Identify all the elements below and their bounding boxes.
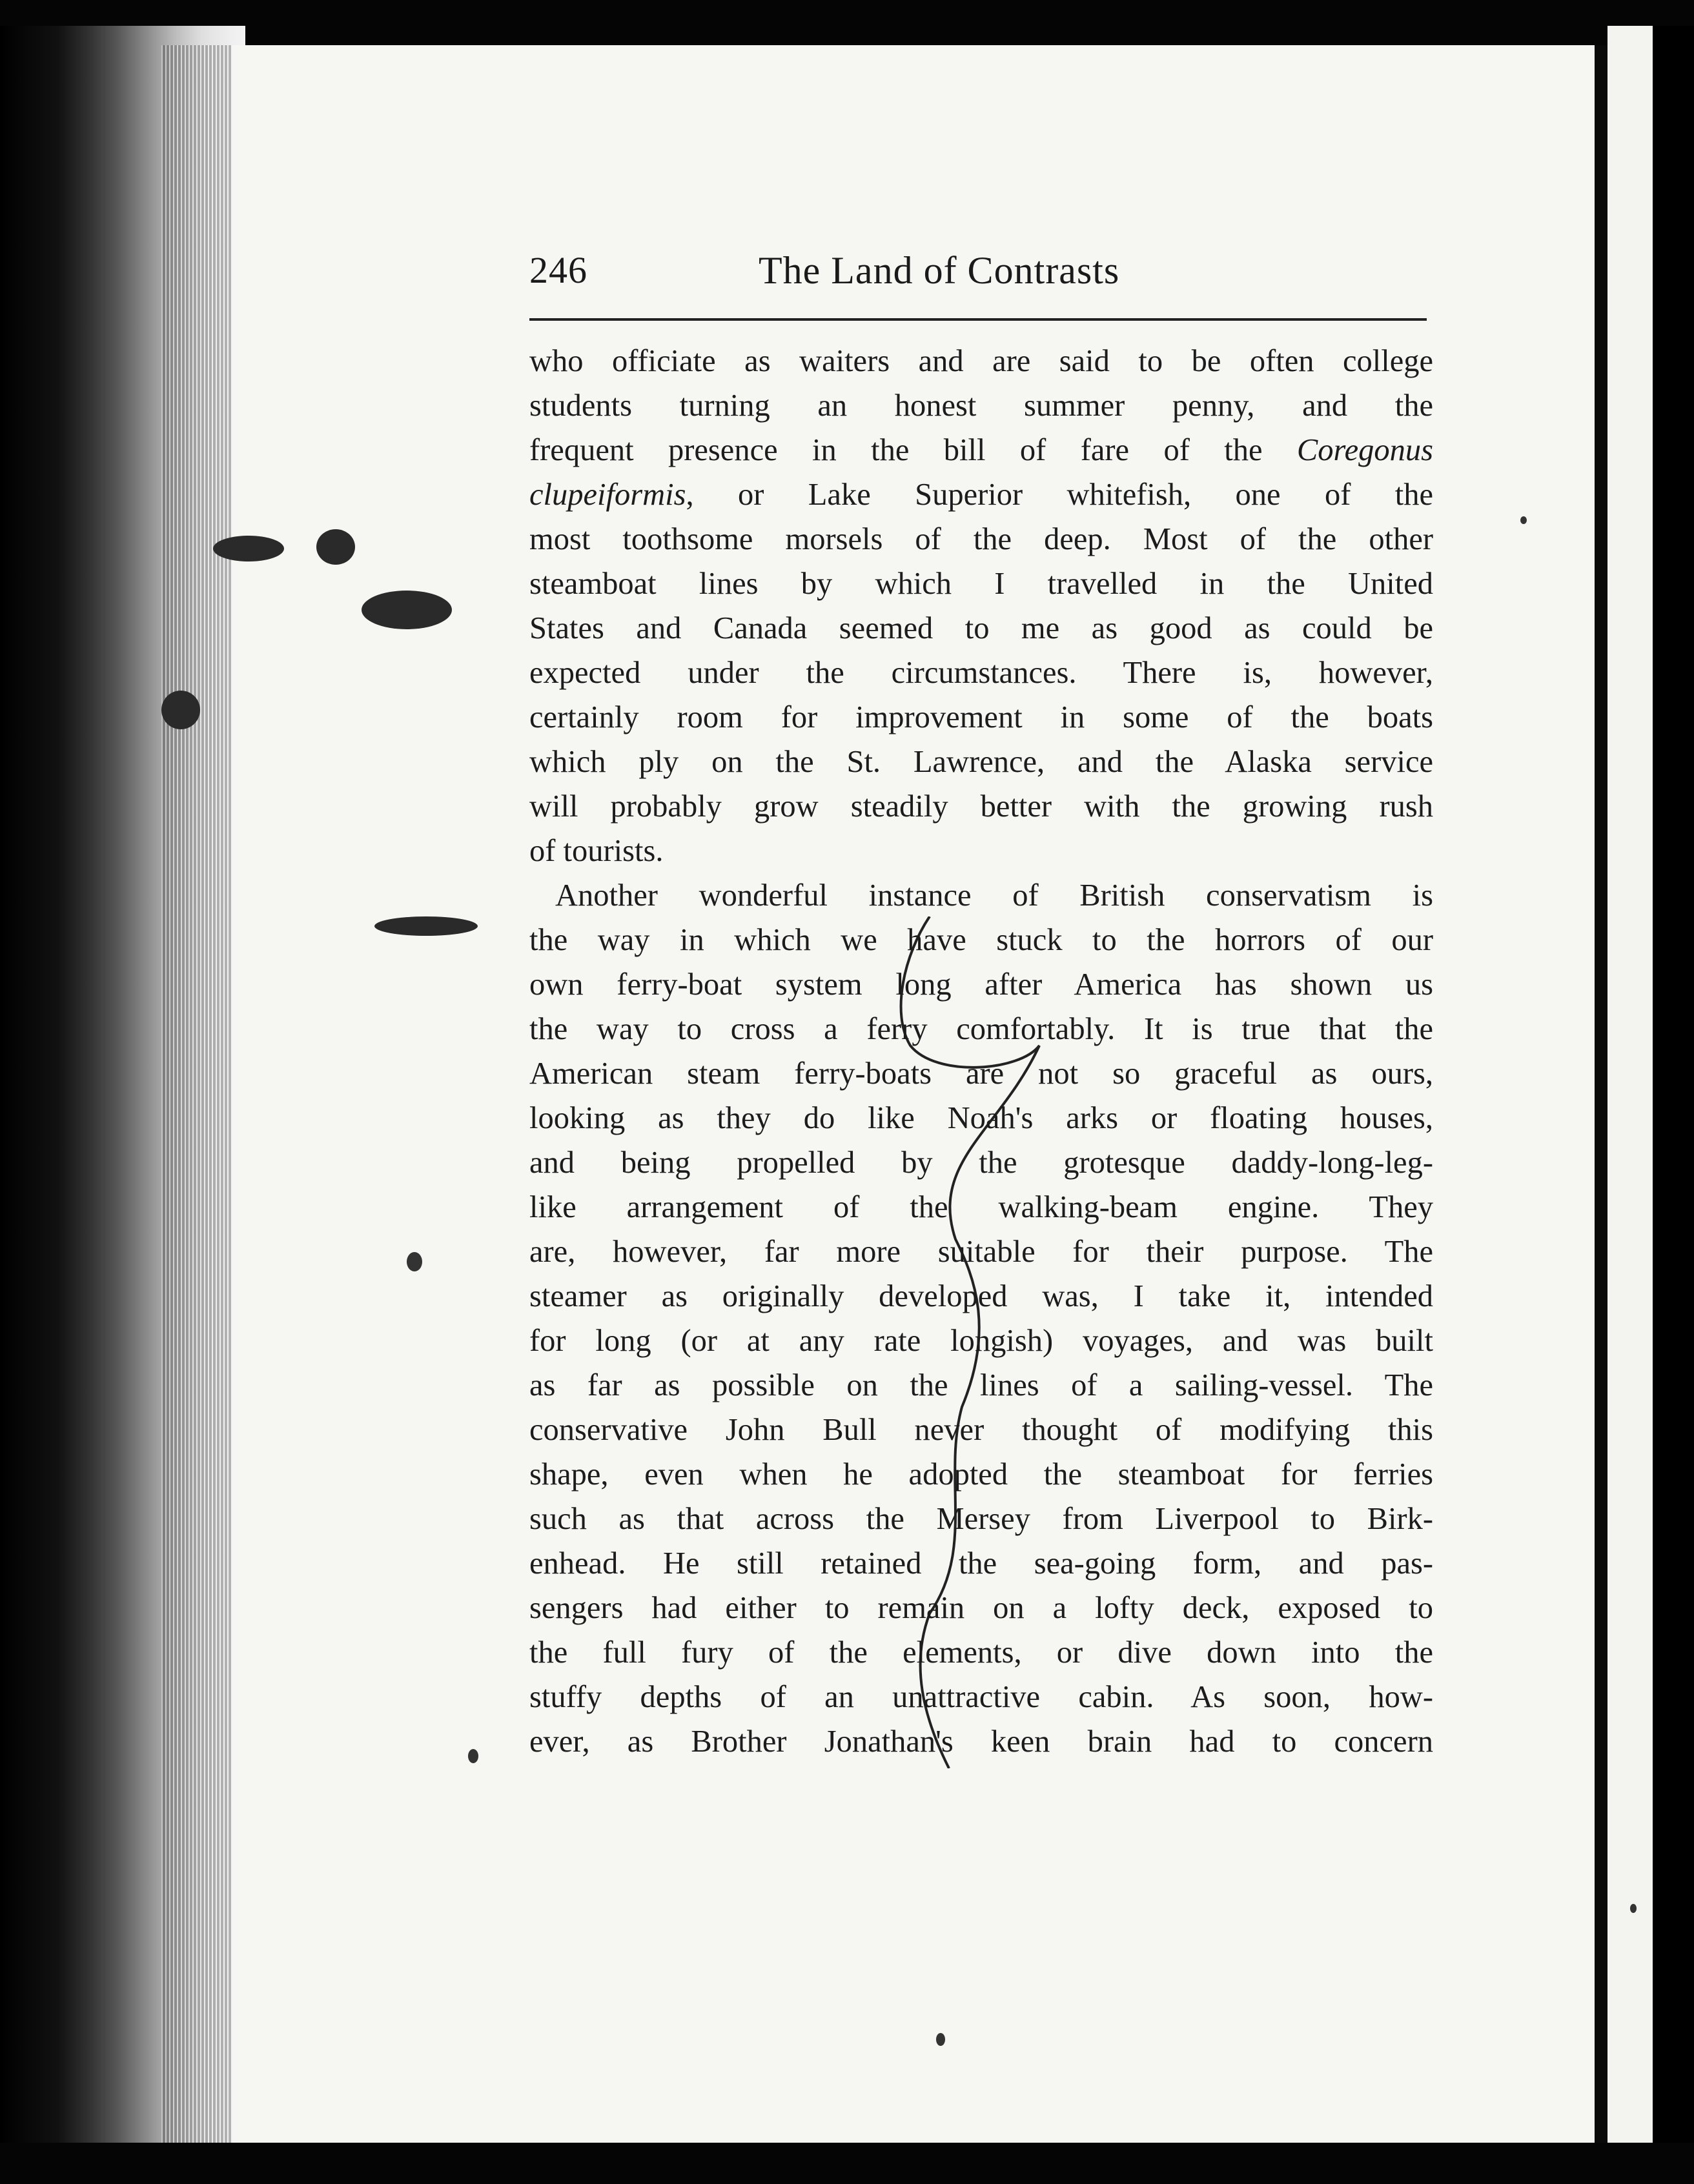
- text-line: who officiate as waiters and are said to be often college: [529, 344, 1433, 378]
- text-line: expected under the circumstances. There is, however,: [529, 656, 1433, 690]
- text-line: the way in which we have stuck to the horrors of our: [529, 923, 1433, 957]
- text-line: and being propelled by the grotesque daddy-long-leg-: [529, 1146, 1433, 1180]
- body-text: [529, 339, 1433, 1764]
- header-rule: [529, 318, 1427, 321]
- text-line: students turning an honest summer penny, and the: [529, 389, 1433, 423]
- text-line: the full fury of the elements, or dive down into the: [529, 1635, 1433, 1670]
- text-line: conservative John Bull never thought of modifying this: [529, 1413, 1433, 1447]
- text-line: of tourists.: [529, 834, 664, 868]
- text-line: sengers had either to remain on a lofty deck, exposed to: [529, 1591, 1433, 1625]
- text-line: Another wonderful instance of British conservatism is: [555, 878, 1433, 913]
- text-line: will probably grow steadily better with the growing rush: [529, 789, 1433, 824]
- text-line: as far as possible on the lines of a sailing-vessel. The: [529, 1368, 1433, 1402]
- text-line: for long (or at any rate longish) voyages, and was built: [529, 1324, 1433, 1358]
- ink-smudge: [161, 691, 200, 729]
- ink-speck: [1520, 516, 1527, 524]
- text-line: American steam ferry-boats are not so graceful as ours,: [529, 1057, 1433, 1091]
- text-line: stuffy depths of an unattractive cabin. As soon, how-: [529, 1680, 1433, 1714]
- page-number: 246: [529, 249, 587, 291]
- text-line: steamboat lines by which I travelled in the United: [529, 567, 1433, 601]
- scan-border-right: [1653, 26, 1694, 2169]
- text-line: the way to cross a ferry comfortably. It is true that the: [529, 1012, 1433, 1046]
- ink-smudge: [213, 536, 284, 561]
- text-line: looking as they do like Noah's arks or floating houses,: [529, 1101, 1433, 1135]
- text-line: are, however, far more suitable for their purpose. The: [529, 1235, 1433, 1269]
- ink-speck: [407, 1252, 422, 1271]
- text-line: ever, as Brother Jonathan's keen brain had to concern: [529, 1724, 1433, 1759]
- text-line: most toothsome morsels of the deep. Most of the other: [529, 522, 1433, 556]
- running-title: The Land of Contrasts: [759, 249, 1120, 292]
- scan-border-bottom: [0, 2143, 1694, 2184]
- text-line: shape, even when he adopted the steamboat for ferries: [529, 1457, 1433, 1491]
- running-head: [529, 248, 1433, 319]
- text-line: such as that across the Mersey from Liverpool to Birk-: [529, 1502, 1433, 1536]
- ink-smudge: [316, 529, 355, 565]
- text-line: steamer as originally developed was, I take it, intended: [529, 1279, 1433, 1313]
- text-line: own ferry-boat system long after America has shown us: [529, 967, 1433, 1002]
- scan-border-top: [0, 0, 1694, 45]
- ink-speck: [1630, 1904, 1637, 1913]
- text-line: clupeiformis, or Lake Superior whitefish, one of the: [529, 478, 1433, 512]
- text-line: like arrangement of the walking-beam engine. They: [529, 1190, 1433, 1224]
- text-line: enhead. He still retained the sea-going form, and pas-: [529, 1546, 1433, 1581]
- text-line: States and Canada seemed to me as good as could be: [529, 611, 1433, 645]
- page-gutter-shadow: [1595, 45, 1607, 2149]
- text-line: frequent presence in the bill of fare of the Coregonus: [529, 433, 1433, 467]
- ink-smudge: [374, 916, 478, 936]
- ink-smudge: [362, 591, 452, 629]
- text-line: which ply on the St. Lawrence, and the Alaska service: [529, 745, 1433, 779]
- ink-speck: [468, 1749, 478, 1763]
- ink-speck: [936, 2033, 945, 2046]
- text-line: certainly room for improvement in some of the boats: [529, 700, 1433, 734]
